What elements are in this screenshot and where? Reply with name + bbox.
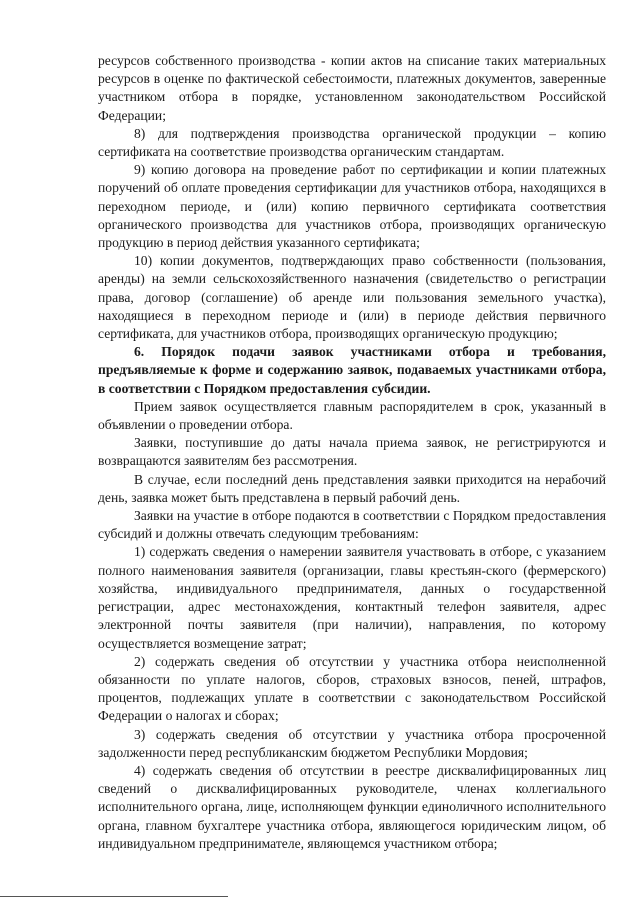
- document-body: [98, 52, 606, 853]
- paragraph-requirement-1: 1) содержать сведения о намерении заявителя участвовать в отборе, с указанием полного наименования заявителя (организации, главы крестьян-ского (фермерского) хозяйства, индивидуального предпринимателя, данных о государственной регистрации, адрес местонахождения, контактный телефон заявителя, адрес электронной почты заявителя (при наличии), направления, по которому осуществляется возмещение затрат;: [98, 544, 606, 651]
- paragraph-requirement-3: 3) содержать сведения об отсутствии у участника отбора просроченной задолженности перед республиканским бюджетом Республики Мордовия;: [98, 726, 606, 760]
- section-heading: 6. Порядок подачи заявок участниками отбора и требования, предъявляемые к форме и содержанию заявок, подаваемых участниками отбора, в соответствии с Порядком предоставления субсидии.: [98, 344, 606, 396]
- paragraph-item-10: 10) копии документов, подтверждающих право собственности (пользования, аренды) на земли сельскохозяйственного назначения (свидетельство о регистрации права, договор (соглашение) об аренде или пользования земельного участка), находящиеся в переходном периоде и (или) в периоде действия первичного сертификата, для участников отбора, производящих органическую продукцию;: [98, 253, 606, 342]
- paragraph-item-8: 8) для подтверждения производства органической продукции – копию сертификата на соответствие производства органическим стандартам.: [98, 125, 606, 160]
- paragraph-requirements-intro: Заявки на участие в отборе подаются в соответствии с Порядком предоставления субсидий и должны отвечать следующим требованиям:: [98, 508, 606, 542]
- footer-divider: [0, 896, 228, 897]
- paragraph-item-9: 9) копию договора на проведение работ по сертификации и копии платежных поручений об оплате проведения сертификации для участников отбора, находящихся в переходном периоде, и (или) копию первичного сертификата соответствия органического производства для участников отбора, производящих органическую продукцию в период действия указанного сертификата;: [98, 162, 606, 251]
- paragraph-reception: Прием заявок осуществляется главным распорядителем в срок, указанный в объявлении о проведении отбора.: [98, 398, 606, 433]
- paragraph-holiday: В случае, если последний день представления заявки приходится на нерабочий день, заявка может быть представлена в первый рабочий день.: [98, 471, 606, 505]
- paragraph-requirement-2: 2) содержать сведения об отсутствии у участника отбора неисполненной обязанности по уплате налогов, сборов, страховых взносов, пеней, штрафов, процентов, подлежащих уплате в соответствии с законодательством Российской Федерации о налогах и сборах;: [98, 653, 606, 724]
- paragraph-continuation: ресурсов собственного производства - копии актов на списание таких материальных ресурсов в оценке по фактической себестоимости, платежных документов, заверенные участником отбора в порядке, установленном законодательством Российской Федерации;: [98, 53, 606, 123]
- paragraph-early-applications: Заявки, поступившие до даты начала приема заявок, не регистрируются и возвращаются заявителям без рассмотрения.: [98, 435, 606, 469]
- paragraph-requirement-4: 4) содержать сведения об отсутствии в реестре дисквалифицированных лиц сведений о дисквалифицированных руководителе, членах коллегиального исполнительного органа, лице, исполняющем функции единоличного исполнительного органа, главном бухгалтере участника отбора, являющегося юридическим лицом, об индивидуальном предпринимателе, являющемся участником отбора;: [98, 762, 606, 851]
